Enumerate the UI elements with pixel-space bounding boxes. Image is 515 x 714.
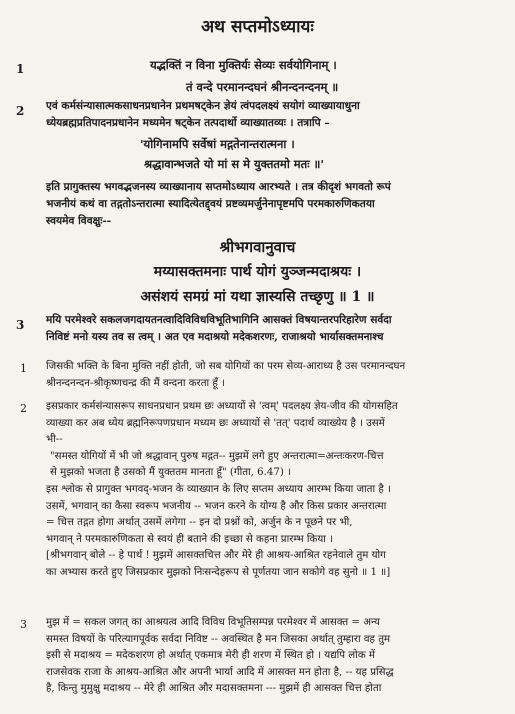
text-line: भगवान् ने परमकारुणिकता से स्वयं ही बताने की इच्छा से कहना प्रारम्भ किया ।	[46, 533, 333, 545]
commentary-paragraph	[46, 98, 501, 132]
chapter-title: अथ सप्तमोऽध्यायः	[201, 17, 314, 37]
text-line: इति प्रागुक्तस्य भगवद्भजनस्य व्याख्यानाय सप्तमोऽध्याय आरभ्यते । तत्र कीदृशं भगवतो रूपं	[46, 181, 391, 193]
text-line: समस्त विषयों के परित्यागपूर्वक सर्वदा निविष्ट -- अवस्थित है मन जिसका अर्थात् तुम्हारा वह तुम	[46, 633, 391, 645]
translation-number: 1	[20, 362, 27, 375]
translation-number: 2	[20, 402, 27, 415]
translation-paragraph	[46, 359, 501, 392]
text-line: भजनीयं कथं वा तद्गतोऽन्तरात्मा स्यादित्येतद्द्वयं प्रष्टव्यमर्जुनेनापृष्टमपि परमकारुणिकतया	[46, 198, 375, 210]
verse-number: 1	[16, 62, 25, 76]
text-line: भी--	[46, 434, 63, 446]
text-line: इसप्रकार कर्मसंन्यासरूप साधनप्रधान प्रथम छः अध्यायों से 'त्वम्' पदलक्ष्य ज्ञेय-जीव की योगसहित	[46, 401, 398, 412]
text-line: का अभ्यास करते हुए जिसप्रकार मुझको निःसन्देहरूप से पूर्णतया जान सकोगे वह सुनो ॥ 1 ॥]	[46, 566, 391, 578]
text-line: मयि परमेश्वरे सकलजगदायतनत्वादिविविधविभूतिभागिनि आसक्तं विषयान्तरपरिहारेण सर्वदा	[46, 314, 392, 326]
gita-verse-line-2: असंशयं समग्रं मां यथा ज्ञास्यसि तच्छृणु ॥ 1 ॥	[140, 289, 375, 305]
invocation-line-1: यद्भक्तिं न विना मुक्तिर्यः सेव्यः सर्वयोगिनाम् ।	[150, 58, 337, 72]
commentary-paragraph	[46, 312, 501, 346]
text-line: व्याख्या कर अब ध्येय ब्रह्मनिरूपणप्रधान मध्यम छः अध्यायों से 'तत्' पदार्थ व्याख्येय है । उसमें	[46, 417, 385, 429]
translation-number: 3	[20, 618, 27, 631]
text-line: "समस्त योगियों में भी जो श्रद्धावान् पुरुष मद्गत-- मुझमें लगे हुए अन्तरात्मा=अन्तःकरण-चित्त	[50, 450, 384, 462]
translation-paragraph	[46, 399, 501, 582]
text-line: मुझ में = सकल जगत् का आश्रयत्व आदि विविध विभूतिसम्पन्न परमेश्वर में आसक्त = अन्य	[46, 617, 380, 628]
commentary-number: 3	[16, 318, 25, 332]
text-line: ध्येयब्रह्मप्रतिपादनप्रधानेन मध्यमेन षट्केन तत्पदार्थो व्याख्यातव्यः । तत्रापि –	[46, 117, 330, 129]
translation-paragraph	[46, 615, 501, 698]
commentary-paragraph	[46, 179, 501, 230]
quoted-verse-line-1: 'योगिनामपि सर्वेषां मद्गतेनान्तरात्मना ।	[140, 137, 295, 151]
quoted-verse-line-2: श्रद्धावान्भजते यो मां स मे युक्ततमो मतः ॥'	[144, 157, 324, 171]
gita-verse-line-1: मय्यासक्तमनाः पार्थ योगं युञ्जन्मदाश्रयः ।	[153, 264, 362, 280]
text-line: [श्रीभगवान् बोले -- हे पार्थ ! मुझमें आसक्तचित्त और मेरे ही आश्रय-आश्रित रहनेवाले तुम योग	[46, 550, 386, 562]
text-line: राजसेवक राजा के आश्रय-आश्रित और अपनी भार्या आदि में आसक्त मन होता है, -- यह प्रसिद्ध	[46, 666, 394, 678]
text-line: = चित्त तद्गत होगा अर्थात् उसमें लगेगा -- इन दो प्रश्नों को, अर्जुन के न पूछने पर भी,	[46, 517, 353, 529]
text-line: जिसकी भक्ति के बिना मुक्ति नहीं होती, जो सब योगियों का परम सेव्य-आराध्य है उस परमानन्दघन	[46, 361, 406, 372]
text-line: इस श्लोक से प्रागुक्त भगवद्-भजन के व्याख्यान के लिए सप्तम अध्याय आरम्भ किया जाता है ।	[46, 483, 391, 495]
text-line: है, किन्तु मुमुक्षु मदाश्रय -- मेरे ही आश्रित और मदासक्तमना --- मुझमें ही आसक्त चित्त होता	[46, 683, 382, 695]
speaker-heading: श्रीभगवानुवाच	[219, 238, 296, 256]
text-line: उसमें, भगवान् का कैसा स्वरूप भजनीय -- भजन करने के योग्य है और किस प्रकार अन्तरात्मा	[46, 500, 387, 512]
text-line: इसी से मदाश्रय = मदेकशरण हो अर्थात् एकमात्र मेरी ही शरण में स्थित हो । यद्यपि लोक में	[46, 650, 375, 662]
text-line: एवं कर्मसंन्यासात्मकसाधनप्रधानेन प्रथमषट्केन ज्ञेयं त्वंपदलक्ष्यं सयोगं व्याख्यायाधुना	[46, 100, 360, 112]
text-line: स्वयमेव विवक्षुः--	[46, 215, 112, 227]
text-line: निविष्टं मनो यस्य तव स त्वम् । अत एव मदाश्रयो मदेकशरणः, राजाश्रयो भार्यासक्तमनाश्च	[46, 331, 384, 343]
invocation-line-2: तं वन्दे परमानन्दघनं श्रीनन्दनन्दनम् ॥	[186, 80, 339, 94]
text-line: से मुझको भजता है उसको मैं युक्ततम मानता हूँ" (गीता, 6.47) ।	[50, 467, 291, 479]
commentary-number: 2	[16, 104, 25, 118]
text-line: श्रीनन्दनन्दन-श्रीकृष्णचन्द्र की मैं वन्दना करता हूँ ।	[46, 377, 225, 389]
